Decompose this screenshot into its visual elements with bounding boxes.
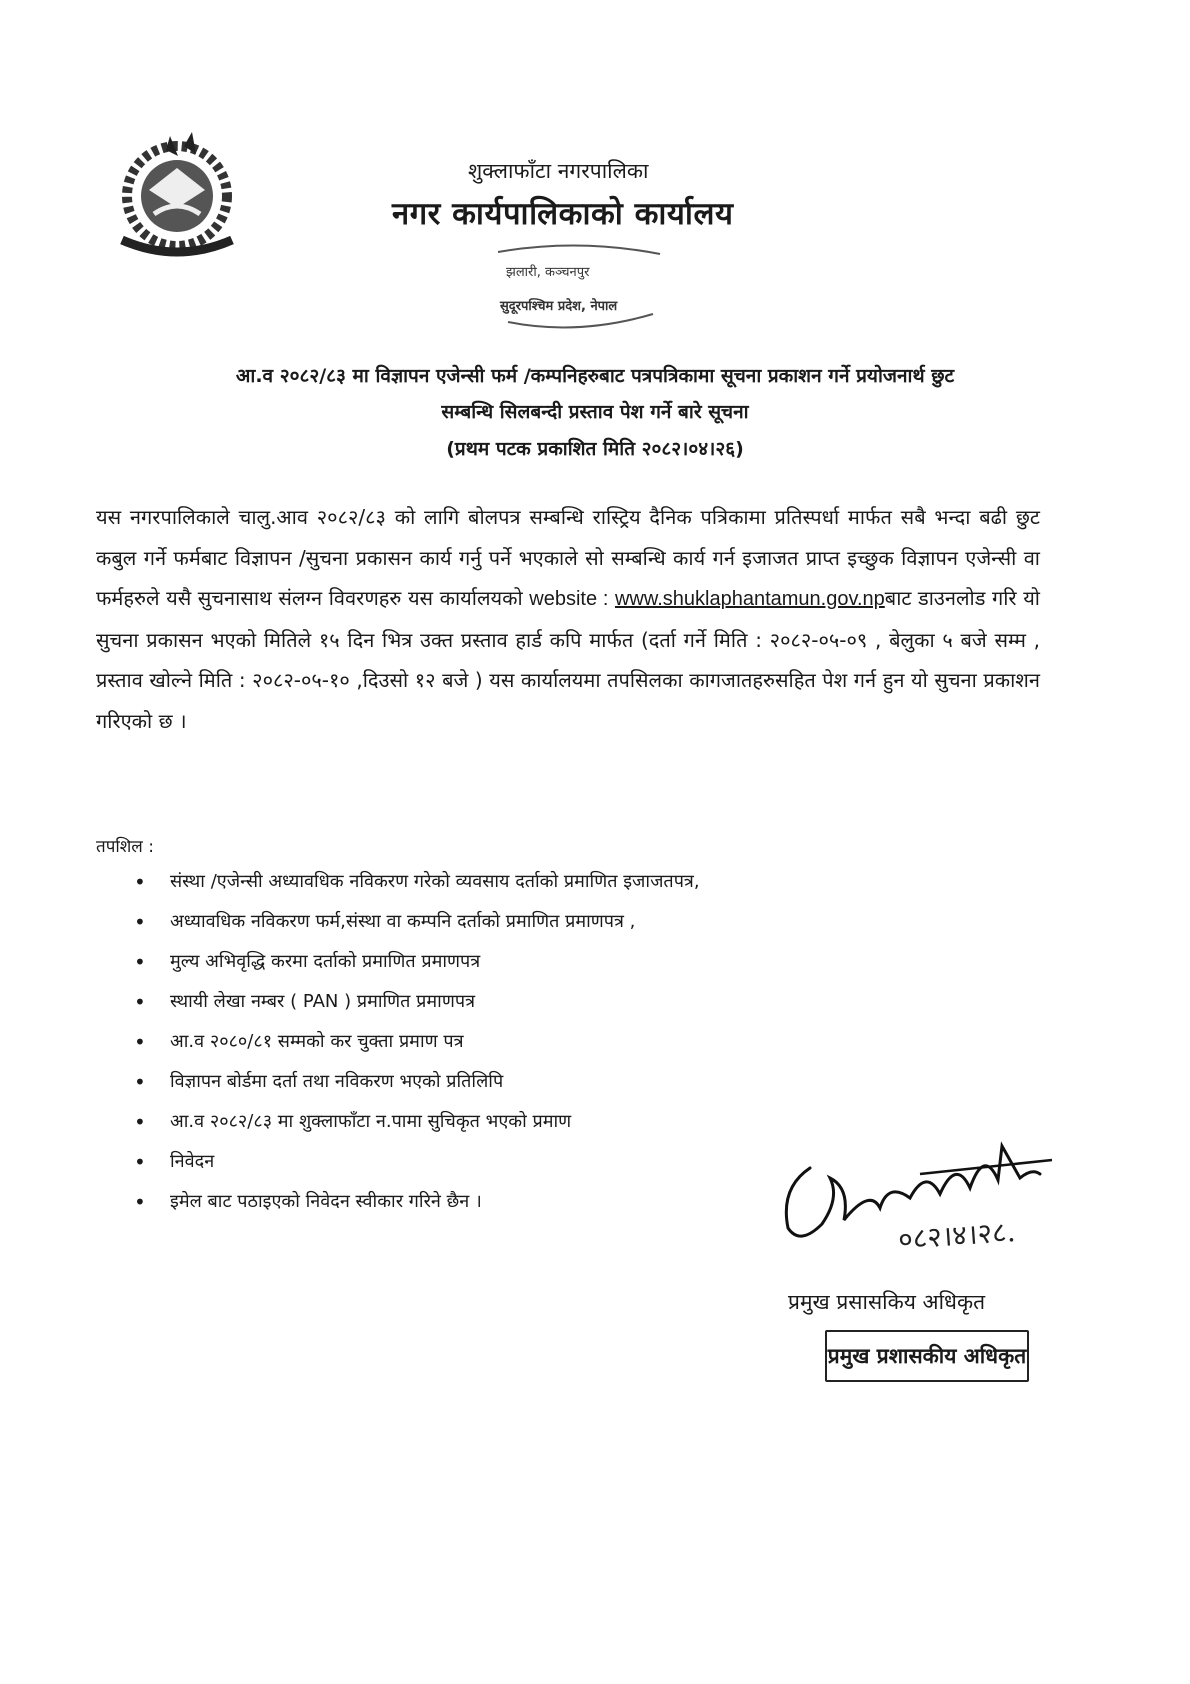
bullet-icon: •	[134, 1150, 146, 1174]
list-item-text: निवेदन	[170, 1151, 215, 1172]
handwritten-date: ०८२।४।२८.	[897, 1214, 1017, 1257]
list-item	[128, 1022, 700, 1062]
list-item-text: विज्ञापन बोर्डमा दर्ता तथा नविकरण भएको प्रतिलिपि	[170, 1071, 504, 1092]
stamp-line-2: सुदूरपश्चिम प्रदेश, नेपाल	[500, 299, 618, 314]
website-link[interactable]: www.shuklaphantamun.gov.np	[614, 588, 885, 610]
list-item-text: इमेल बाट पठाइएको निवेदन स्वीकार गरिने छैन ।	[170, 1191, 482, 1212]
list-item	[128, 1062, 700, 1102]
notice-title-line-2: सम्बन्धि सिलबन्दी प्रस्ताव पेश गर्ने बारे सूचना	[441, 401, 749, 423]
list-item-text: अध्यावधिक नविकरण फर्म,संस्था वा कम्पनि दर्ताको प्रमाणित प्रमाणपत्र ,	[170, 911, 636, 932]
list-item	[128, 862, 700, 902]
bullet-icon: •	[134, 1030, 146, 1054]
office-stamp	[488, 244, 668, 332]
bullet-icon: •	[134, 1190, 146, 1214]
municipality-name: शुक्लाफाँटा नगरपालिका	[468, 159, 649, 183]
official-seal: प्रमुख प्रशासकीय अधिकृत	[825, 1330, 1029, 1382]
list-item	[128, 1182, 700, 1222]
list-item	[128, 942, 700, 982]
list-item	[128, 982, 700, 1022]
website-label: website :	[529, 588, 609, 610]
list-item-text: संस्था /एजेन्सी अध्यावधिक नविकरण गरेको व्यवसाय दर्ताको प्रमाणित इजाजतपत्र,	[170, 871, 700, 892]
list-item-text: स्थायी लेखा नम्बर ( PAN ) प्रमाणित प्रमाणपत्र	[170, 991, 476, 1012]
list-item	[128, 1142, 700, 1182]
list-item-text: मुल्य अभिवृद्धि करमा दर्ताको प्रमाणित प्रमाणपत्र	[170, 951, 481, 972]
bullet-icon: •	[134, 1070, 146, 1094]
body-part-2: बाट डाउनलोड गरि यो सुचना प्रकासन भएको मितिले १५ दिन भित्र उक्त प्रस्ताव हार्ड कपि मार्फत (दर्ता गर्ने मिति : २०८२-०५-०९ , बेलुका ५ बजे सम्म , प्रस्ताव खोल्ने मिति : २०८२-०५-१० ,दिउसो १२ बजे ) यस कार्यालयमा तपसिलका कागजातहरुसहित पेश गर्न हुन यो सुचना प्रकाशन गरिएको छ ।	[96, 586, 1040, 733]
list-item	[128, 902, 700, 942]
annex-label: तपशिल :	[96, 837, 154, 857]
bullet-icon: •	[134, 870, 146, 894]
office-name: नगर कार्यपालिकाको कार्यालय	[392, 196, 734, 232]
notice-body	[96, 497, 1040, 741]
bullet-icon: •	[134, 1110, 146, 1134]
official-title: प्रमुख प्रसासकिय अधिकृत	[788, 1290, 986, 1314]
list-item	[128, 1102, 700, 1142]
stamp-line-1: झलारी, कञ्चनपुर	[506, 265, 590, 280]
list-item-text: आ.व २०८२/८३ मा शुक्लाफाँटा न.पामा सुचिकृत भएको प्रमाण	[170, 1111, 572, 1132]
body-part-1: यस नगरपालिकाले चालु.आव २०८२/८३ को लागि बोलपत्र सम्बन्धि रास्ट्रिय दैनिक पत्रिकामा प्रतिस्पर्धा मार्फत सबै भन्दा बढी छुट कबुल गर्ने फर्मबाट विज्ञापन /सुचना प्रकासन कार्य गर्नु पर्ने भएकाले सो सम्बन्धि कार्य गर्न इजाजत प्राप्त इच्छुक विज्ञापन एजेन्सी वा फर्महरुले यसै सुचनासाथ संलग्न विवरणहरु यस कार्यालयको	[96, 505, 1040, 610]
notice-title-line-3: (प्रथम पटक प्रकाशित मिति २०८२।०४।२६)	[446, 438, 744, 460]
notice-title-line-1: आ.व २०८२/८३ मा विज्ञापन एजेन्सी फर्म /कम्पनिहरुबाट पत्रपत्रिकामा सूचना प्रकाशन गर्ने प्रयोजनार्थ छुट	[235, 365, 955, 387]
bullet-icon: •	[134, 910, 146, 934]
annex-list	[128, 862, 700, 1222]
list-item-text: आ.व २०८०/८१ सम्मको कर चुक्ता प्रमाण पत्र	[170, 1031, 464, 1052]
bullet-icon: •	[134, 990, 146, 1014]
bullet-icon: •	[134, 950, 146, 974]
nepal-emblem-logo	[104, 128, 250, 268]
